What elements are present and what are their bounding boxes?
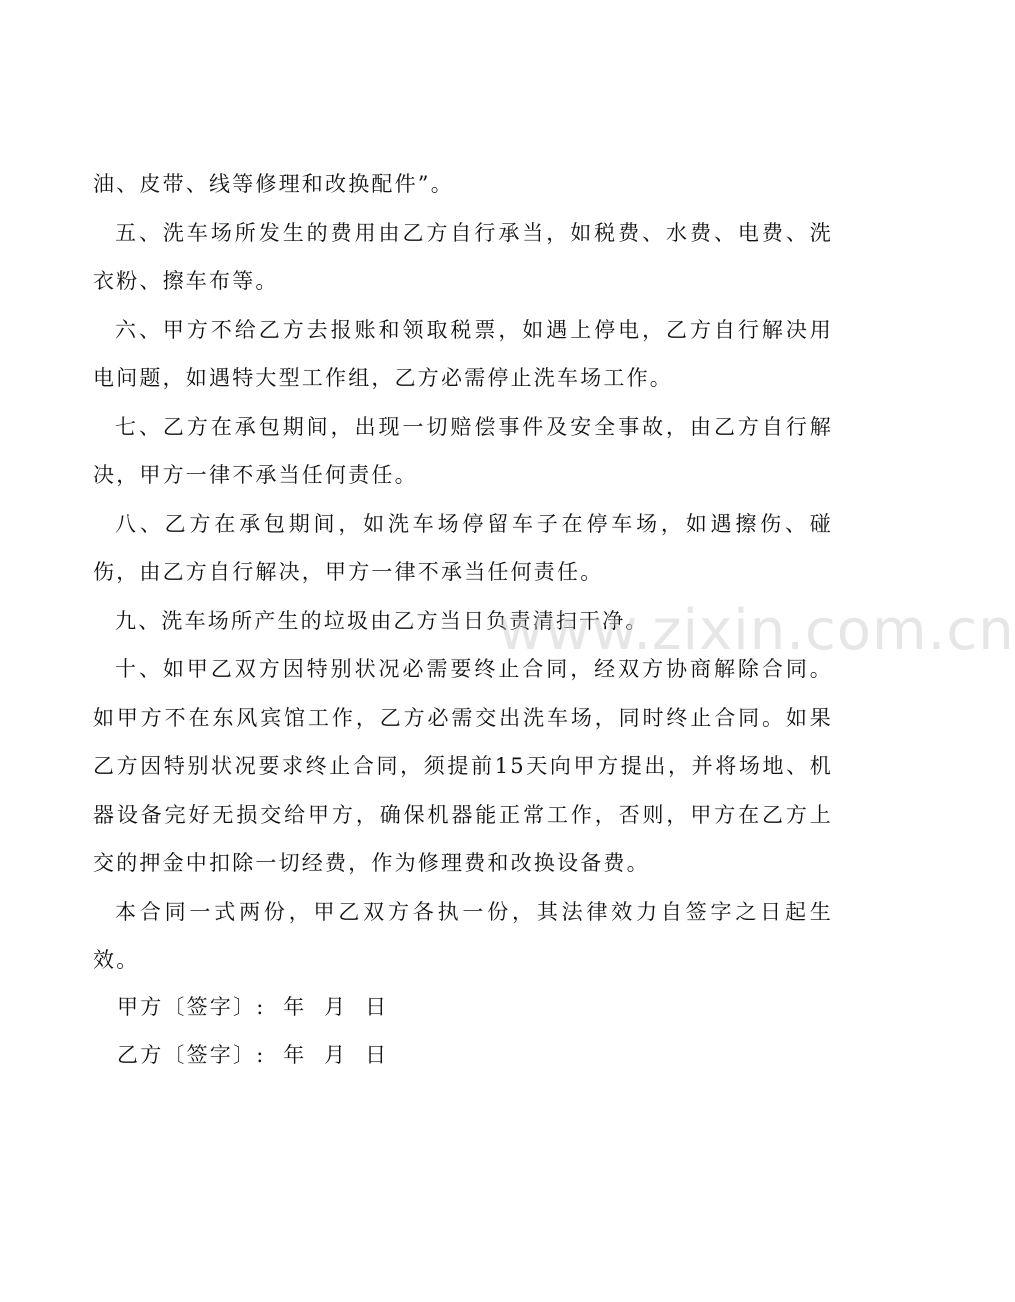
signature-party-a: 甲方〔签字〕: 年 月 日 — [117, 995, 389, 1019]
paragraph-clause-9: 九、洗车场所产生的垃圾由乙方当日负责清扫干净。 — [115, 608, 649, 633]
signature-block — [117, 983, 388, 1079]
paragraph-clause-8: 八、乙方在承包期间，如洗车场停留车子在停车场，如遇擦伤、碰伤，由乙方自行解决，甲方一律不承当任何责任。 — [93, 511, 833, 584]
paragraph-closing: 本合同一式两份，甲乙双方各执一份，其法律效力自签字之日起生效。 — [93, 899, 833, 972]
watermark: www.zixin.com.cn — [498, 598, 1015, 663]
paragraph-clause-10: 十、如甲乙双方因特别状况必需要终止合同，经双方协商解除合同。如甲方不在东风宾馆工作，乙方必需交出洗车场，同时终止合同。如果乙方因特别状况要求终止合同，须提前15天向甲方提出，并将场地、机器设备完好无损交给甲方，确保机器能正常工作，否则，甲方在乙方上交的押金中扣除一切经费，作为修理费和改换设备费。 — [93, 657, 833, 875]
paragraph-continuation: 油、皮带、线等修理和改换配件”。 — [93, 172, 454, 196]
paragraph-clause-7: 七、乙方在承包期间，出现一切赔偿事件及安全事故，由乙方自行解决，甲方一律不承当任何责任。 — [93, 414, 833, 487]
paragraph-clause-6: 六、甲方不给乙方去报账和领取税票，如遇上停电，乙方自行解决用电问题，如遇特大型工作组，乙方必需停止洗车场工作。 — [93, 317, 833, 390]
signature-party-b: 乙方〔签字〕: 年 月 日 — [117, 1043, 389, 1067]
paragraph-clause-5: 五、洗车场所发生的费用由乙方自行承当，如税费、水费、电费、洗衣粉、擦车布等。 — [93, 220, 833, 293]
contract-body — [93, 160, 833, 985]
